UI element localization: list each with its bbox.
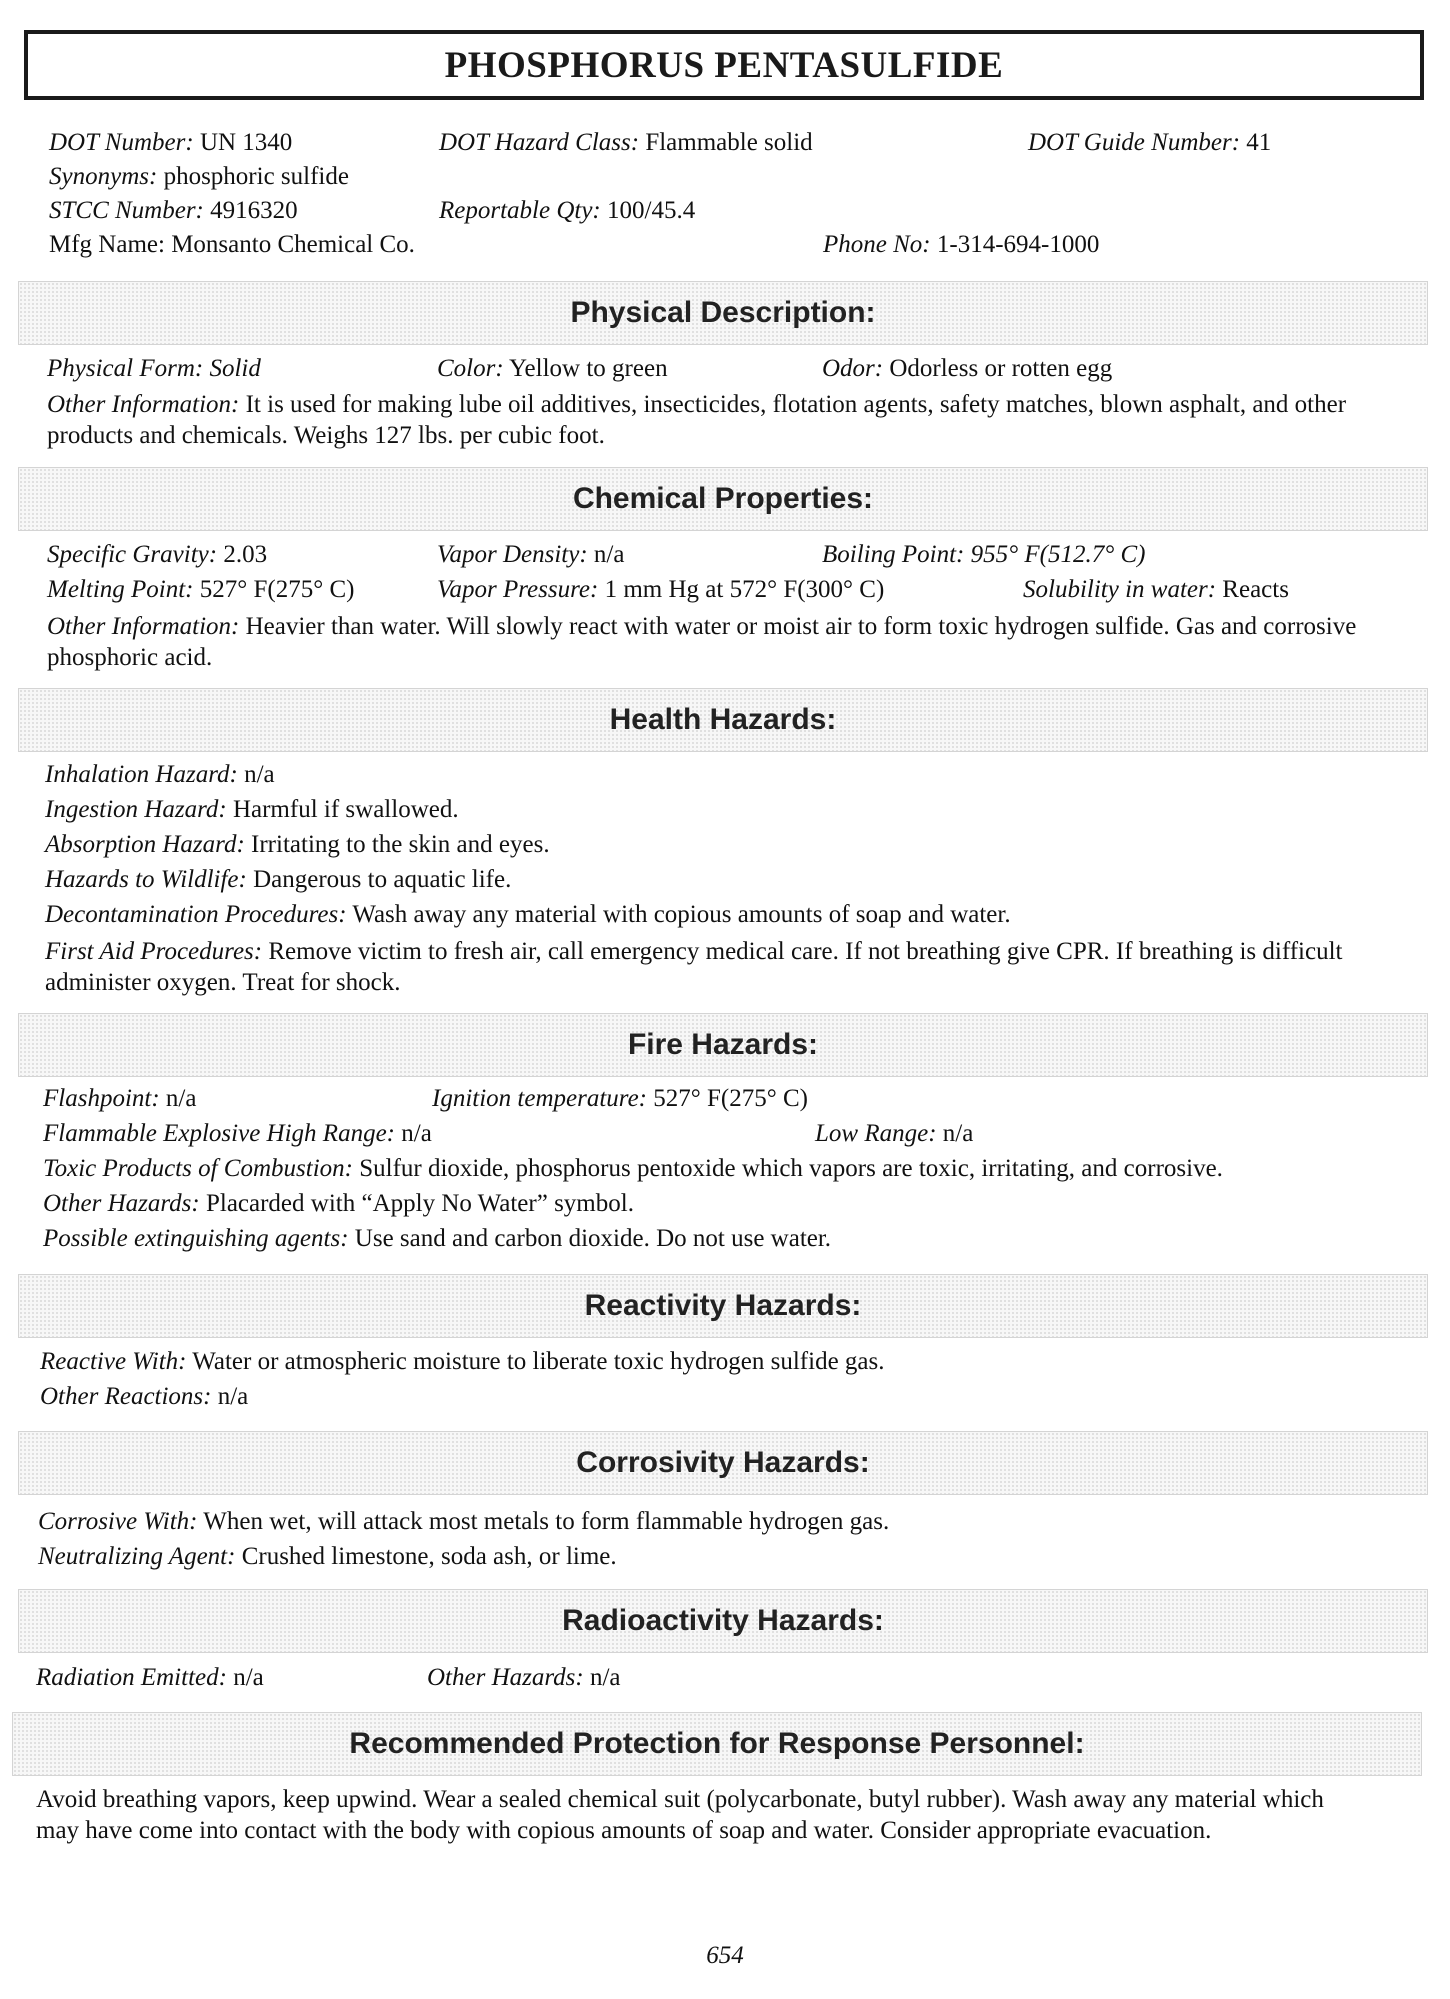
reactivity-other-value: n/a [211, 1383, 249, 1410]
protection-text: Avoid breathing vapors, keep upwind. Wear a sealed chemical suit (polycarbonate, butyl rubber). Wash away any material which may have come into contact with the body with copious amounts of soap and water. Consider appropriate evacuation. [36, 1786, 1324, 1844]
vapor-density [437, 538, 624, 572]
dot-hazard-class-label: DOT Hazard Class: [439, 129, 640, 156]
neutralizing-agent [38, 1540, 617, 1574]
fire-other-value: Placarded with “Apply No Water” symbol. [199, 1190, 634, 1217]
synonyms [49, 160, 349, 194]
dot-hazard-class [439, 126, 813, 160]
chemical-other-value: Heavier than water. Will slowly react with water or moist air to form toxic hydrogen sulfide. Gas and corrosive phosphoric acid. [47, 613, 1357, 671]
extinguishing-agents [43, 1222, 831, 1256]
melting-point [47, 573, 354, 607]
toxic-label: Toxic Products of Combustion: [43, 1155, 353, 1182]
odor-label: Odor: [822, 355, 884, 382]
section-heading-corrosivity: Corrosivity Hazards: [18, 1431, 1428, 1495]
vapor-pressure [437, 573, 884, 607]
high-range [43, 1117, 432, 1151]
ignition-temperature [432, 1082, 808, 1116]
first-aid-label: First Aid Procedures: [45, 938, 263, 965]
reportable-label: Reportable Qty: [439, 197, 601, 224]
fire-other [43, 1187, 634, 1221]
physical-other-value: It is used for making lube oil additives, insecticides, flotation agents, safety matches, blown asphalt, and other products and chemicals. Weighs 127 lbs. per cubic foot. [47, 391, 1347, 449]
dot-number-value: UN 1340 [193, 129, 293, 156]
solubility-label: Solubility in water: [1023, 576, 1217, 603]
toxic-products [43, 1152, 1223, 1186]
corrosive-value: When wet, will attack most metals to form flammable hydrogen gas. [197, 1508, 890, 1535]
radiation-emitted [36, 1661, 264, 1695]
physical-form-label: Physical Form: Solid [47, 355, 261, 382]
chemical-other-label: Other Information: [47, 613, 240, 640]
ignition-label: Ignition temperature: [432, 1085, 648, 1112]
vapor-density-value: n/a [587, 541, 625, 568]
radiation-label: Radiation Emitted: [36, 1664, 227, 1691]
neutralizing-value: Crushed limestone, soda ash, or lime. [235, 1543, 617, 1570]
radioactivity-other-value: n/a [583, 1664, 621, 1691]
boiling-point [822, 538, 1145, 572]
corrosive-label: Corrosive With: [38, 1508, 198, 1535]
decontamination-procedures [45, 898, 1011, 932]
stcc-number [49, 194, 298, 228]
wildlife-value: Dangerous to aquatic life. [246, 866, 512, 893]
color-value: Yellow to green [503, 355, 668, 382]
synonyms-value: phosphoric sulfide [157, 163, 349, 190]
reactive-with [40, 1345, 885, 1379]
absorption-label: Absorption Hazard: [45, 831, 245, 858]
section-heading-chemical: Chemical Properties: [18, 467, 1428, 531]
inhalation-value: n/a [237, 761, 275, 788]
mfg-name: Mfg Name: Monsanto Chemical Co. [49, 231, 415, 258]
stcc-value: 4916320 [203, 197, 298, 224]
synonyms-label: Synonyms: [49, 163, 158, 190]
physical-odor [822, 352, 1112, 386]
dot-hazard-class-value: Flammable solid [639, 129, 813, 156]
section-heading-reactivity: Reactivity Hazards: [18, 1274, 1428, 1338]
odor-value: Odorless or rotten egg [883, 355, 1113, 382]
low-range [815, 1117, 973, 1151]
physical-other-info [47, 389, 1392, 451]
dot-guide-number [1028, 126, 1271, 160]
dot-number-label: DOT Number: [49, 129, 194, 156]
phone-number [823, 228, 1099, 262]
solubility [1023, 573, 1289, 607]
specific-gravity [47, 538, 267, 572]
fire-other-label: Other Hazards: [43, 1190, 200, 1217]
inhalation-hazard [45, 758, 275, 792]
phone-value: 1-314-694-1000 [930, 231, 1100, 258]
stcc-label: STCC Number: [49, 197, 204, 224]
solubility-value: Reacts [1216, 576, 1289, 603]
absorption-hazard [45, 828, 550, 862]
section-heading-fire: Fire Hazards: [18, 1013, 1428, 1077]
toxic-value: Sulfur dioxide, phosphorus pentoxide which vapors are toxic, irritating, and corrosive. [352, 1155, 1223, 1182]
reportable-value: 100/45.4 [600, 197, 696, 224]
dot-number [49, 126, 292, 160]
flashpoint [43, 1082, 196, 1116]
extinguish-label: Possible extinguishing agents: [43, 1225, 349, 1252]
wildlife-label: Hazards to Wildlife: [45, 866, 247, 893]
section-heading-radioactivity: Radioactivity Hazards: [18, 1589, 1428, 1653]
corrosive-with [38, 1505, 889, 1539]
chemical-other-info [47, 611, 1392, 673]
radiation-value: n/a [226, 1664, 264, 1691]
physical-color [437, 352, 668, 386]
decon-label: Decontamination Procedures: [45, 901, 347, 928]
phone-label: Phone No: [823, 231, 931, 258]
other-reactions [40, 1380, 248, 1414]
flashpoint-value: n/a [159, 1085, 197, 1112]
absorption-value: Irritating to the skin and eyes. [244, 831, 550, 858]
section-heading-physical: Physical Description: [18, 281, 1428, 345]
vapor-pressure-label: Vapor Pressure: [437, 576, 599, 603]
physical-other-label: Other Information: [47, 391, 240, 418]
radioactivity-other-label: Other Hazards: [427, 1664, 584, 1691]
dot-guide-value: 41 [1240, 129, 1272, 156]
gravity-label: Specific Gravity: [47, 541, 218, 568]
radioactivity-other [427, 1661, 621, 1695]
reactivity-other-label: Other Reactions: [40, 1383, 212, 1410]
boiling-label: Boiling Point: 955° F(512.7° C) [822, 541, 1146, 568]
color-label: Color: [437, 355, 504, 382]
reportable-qty [439, 194, 695, 228]
decon-value: Wash away any material with copious amounts of soap and water. [346, 901, 1011, 928]
physical-form [47, 352, 261, 386]
melting-value: 527° F(275° C) [193, 576, 355, 603]
section-heading-protection: Recommended Protection for Response Personnel: [12, 1712, 1422, 1776]
reactive-label: Reactive With: [40, 1348, 187, 1375]
high-range-label: Flammable Explosive High Range: [43, 1120, 395, 1147]
extinguish-value: Use sand and carbon dioxide. Do not use water. [348, 1225, 832, 1252]
health-first-aid [45, 936, 1405, 998]
low-range-value: n/a [936, 1120, 974, 1147]
inhalation-label: Inhalation Hazard: [45, 761, 238, 788]
ingestion-label: Ingestion Hazard: [45, 796, 227, 823]
section-heading-health: Health Hazards: [18, 688, 1428, 752]
first-aid-value: Remove victim to fresh air, call emergency medical care. If not breathing give CPR. If breathing is difficult administer oxygen. Treat for shock. [45, 938, 1343, 996]
vapor-pressure-value: 1 mm Hg at 572° F(300° C) [598, 576, 885, 603]
neutralizing-label: Neutralizing Agent: [38, 1543, 236, 1570]
ingestion-value: Harmful if swallowed. [226, 796, 459, 823]
vapor-density-label: Vapor Density: [437, 541, 588, 568]
ignition-value: 527° F(275° C) [647, 1085, 808, 1112]
ingestion-hazard [45, 793, 459, 827]
reactive-value: Water or atmospheric moisture to liberate toxic hydrogen sulfide gas. [186, 1348, 885, 1375]
low-range-label: Low Range: [815, 1120, 937, 1147]
flashpoint-label: Flashpoint: [43, 1085, 160, 1112]
melting-label: Melting Point: [47, 576, 194, 603]
dot-guide-label: DOT Guide Number: [1028, 129, 1241, 156]
gravity-value: 2.03 [217, 541, 268, 568]
high-range-value: n/a [395, 1120, 432, 1147]
wildlife-hazard [45, 863, 511, 897]
page-number: 654 [706, 1942, 744, 1969]
document-title: PHOSPHORUS PENTASULFIDE [24, 30, 1424, 100]
